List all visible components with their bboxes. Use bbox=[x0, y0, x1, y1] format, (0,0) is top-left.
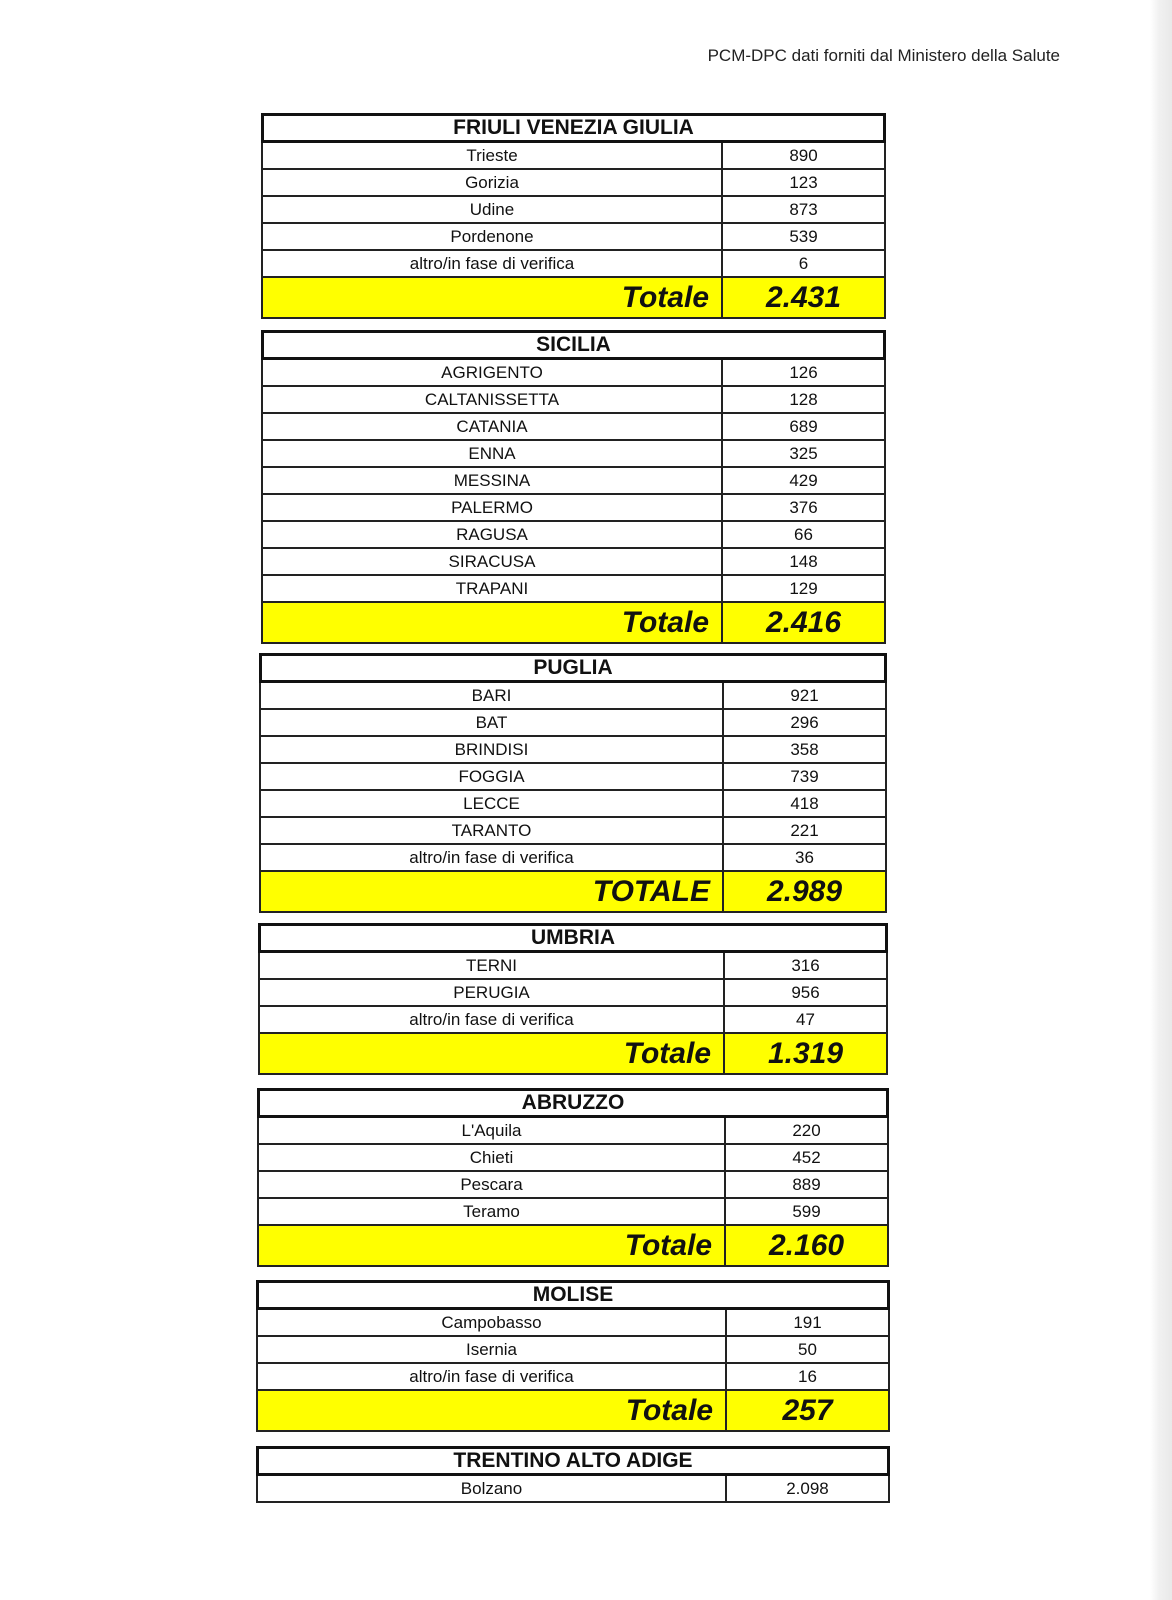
table-row bbox=[257, 1118, 889, 1145]
table-row bbox=[256, 1364, 890, 1391]
case-count: 66 bbox=[794, 524, 813, 544]
total-label: Totale bbox=[263, 278, 723, 317]
total-row bbox=[259, 872, 887, 913]
case-count: 739 bbox=[790, 766, 819, 786]
province-name: CALTANISSETTA bbox=[263, 387, 723, 412]
province-name: Gorizia bbox=[263, 170, 723, 195]
case-count: 50 bbox=[798, 1339, 817, 1359]
total-row bbox=[261, 603, 886, 644]
table-row bbox=[256, 1337, 890, 1364]
province-name: TERNI bbox=[260, 953, 725, 978]
table-row bbox=[259, 764, 887, 791]
case-count: 36 bbox=[795, 847, 814, 867]
case-count: 129 bbox=[789, 578, 818, 598]
province-name: Pordenone bbox=[263, 224, 723, 249]
table-row bbox=[259, 710, 887, 737]
region-table-friuli-venezia-giulia bbox=[261, 113, 886, 319]
total-value: 2.431 bbox=[765, 280, 842, 314]
table-row bbox=[261, 360, 886, 387]
province-name: PALERMO bbox=[263, 495, 723, 520]
province-name: RAGUSA bbox=[263, 522, 723, 547]
case-count: 376 bbox=[789, 497, 818, 517]
total-value: 257 bbox=[782, 1393, 833, 1427]
table-row bbox=[258, 1007, 888, 1034]
table-row bbox=[257, 1199, 889, 1226]
case-count: 429 bbox=[789, 470, 818, 490]
total-value: 2.989 bbox=[766, 874, 843, 908]
province-name: CATANIA bbox=[263, 414, 723, 439]
region-table-puglia bbox=[259, 653, 887, 913]
page-edge-shadow bbox=[1150, 0, 1172, 1600]
case-count: 689 bbox=[789, 416, 818, 436]
table-row bbox=[257, 1145, 889, 1172]
region-table-trentino-alto-adige bbox=[256, 1446, 890, 1503]
total-value: 1.319 bbox=[767, 1036, 844, 1070]
province-name: AGRIGENTO bbox=[263, 360, 723, 385]
total-value: 2.160 bbox=[768, 1228, 845, 1262]
region-table-molise bbox=[256, 1280, 890, 1432]
province-name: ENNA bbox=[263, 441, 723, 466]
region-title: TRENTINO ALTO ADIGE bbox=[256, 1446, 890, 1476]
province-name: altro/in fase di verifica bbox=[258, 1364, 727, 1389]
region-title: UMBRIA bbox=[258, 923, 888, 953]
table-row bbox=[261, 251, 886, 278]
table-row bbox=[261, 170, 886, 197]
province-name: BARI bbox=[261, 683, 724, 708]
table-row bbox=[258, 980, 888, 1007]
case-count: 452 bbox=[792, 1147, 821, 1167]
case-count: 126 bbox=[789, 362, 818, 382]
region-title: FRIULI VENEZIA GIULIA bbox=[261, 113, 886, 143]
table-row bbox=[261, 468, 886, 495]
case-count: 539 bbox=[789, 226, 818, 246]
total-label: Totale bbox=[258, 1391, 727, 1430]
total-label: Totale bbox=[263, 603, 723, 642]
case-count: 418 bbox=[790, 793, 819, 813]
table-row bbox=[259, 845, 887, 872]
region-title: ABRUZZO bbox=[257, 1088, 889, 1118]
total-value: 2.416 bbox=[765, 605, 842, 639]
table-row bbox=[257, 1172, 889, 1199]
table-row bbox=[261, 224, 886, 251]
province-name: TARANTO bbox=[261, 818, 724, 843]
table-row bbox=[259, 737, 887, 764]
total-row bbox=[258, 1034, 888, 1075]
table-row bbox=[261, 414, 886, 441]
source-note: PCM-DPC dati forniti dal Ministero della Salute bbox=[707, 46, 1060, 65]
province-name: Bolzano bbox=[258, 1476, 727, 1501]
province-name: L'Aquila bbox=[259, 1118, 726, 1143]
table-row bbox=[261, 522, 886, 549]
province-name: SIRACUSA bbox=[263, 549, 723, 574]
province-name: MESSINA bbox=[263, 468, 723, 493]
case-count: 221 bbox=[790, 820, 819, 840]
region-title: PUGLIA bbox=[259, 653, 887, 683]
region-table-umbria bbox=[258, 923, 888, 1075]
total-row bbox=[261, 278, 886, 319]
table-row bbox=[259, 683, 887, 710]
table-row bbox=[261, 387, 886, 414]
case-count: 325 bbox=[789, 443, 818, 463]
case-count: 2.098 bbox=[786, 1478, 829, 1498]
province-name: altro/in fase di verifica bbox=[261, 845, 724, 870]
total-label: TOTALE bbox=[261, 872, 724, 911]
case-count: 889 bbox=[792, 1174, 821, 1194]
case-count: 220 bbox=[792, 1120, 821, 1140]
case-count: 890 bbox=[789, 145, 818, 165]
case-count: 16 bbox=[798, 1366, 817, 1386]
case-count: 921 bbox=[790, 685, 819, 705]
province-name: Chieti bbox=[259, 1145, 726, 1170]
total-label: Totale bbox=[260, 1034, 725, 1073]
case-count: 6 bbox=[798, 253, 809, 273]
region-table-abruzzo bbox=[257, 1088, 889, 1267]
total-row bbox=[257, 1226, 889, 1267]
province-name: Pescara bbox=[259, 1172, 726, 1197]
case-count: 148 bbox=[789, 551, 818, 571]
table-row bbox=[256, 1476, 890, 1503]
case-count: 128 bbox=[789, 389, 818, 409]
region-title: MOLISE bbox=[256, 1280, 890, 1310]
total-label: Totale bbox=[259, 1226, 726, 1265]
province-name: Udine bbox=[263, 197, 723, 222]
region-title: SICILIA bbox=[261, 330, 886, 360]
province-name: PERUGIA bbox=[260, 980, 725, 1005]
case-count: 316 bbox=[791, 955, 820, 975]
case-count: 956 bbox=[791, 982, 820, 1002]
province-name: altro/in fase di verifica bbox=[260, 1007, 725, 1032]
province-name: Campobasso bbox=[258, 1310, 727, 1335]
province-name: BAT bbox=[261, 710, 724, 735]
table-row bbox=[261, 576, 886, 603]
province-name: altro/in fase di verifica bbox=[263, 251, 723, 276]
table-row bbox=[258, 953, 888, 980]
table-row bbox=[259, 791, 887, 818]
province-name: LECCE bbox=[261, 791, 724, 816]
case-count: 358 bbox=[790, 739, 819, 759]
table-row bbox=[261, 143, 886, 170]
table-row bbox=[261, 549, 886, 576]
table-row bbox=[256, 1310, 890, 1337]
region-table-sicilia bbox=[261, 330, 886, 644]
case-count: 47 bbox=[796, 1009, 815, 1029]
province-name: BRINDISI bbox=[261, 737, 724, 762]
province-name: FOGGIA bbox=[261, 764, 724, 789]
province-name: TRAPANI bbox=[263, 576, 723, 601]
table-row bbox=[261, 495, 886, 522]
case-count: 123 bbox=[789, 172, 818, 192]
table-row bbox=[259, 818, 887, 845]
province-name: Trieste bbox=[263, 143, 723, 168]
province-name: Isernia bbox=[258, 1337, 727, 1362]
case-count: 873 bbox=[789, 199, 818, 219]
case-count: 296 bbox=[790, 712, 819, 732]
province-name: Teramo bbox=[259, 1199, 726, 1224]
total-row bbox=[256, 1391, 890, 1432]
table-row bbox=[261, 441, 886, 468]
case-count: 191 bbox=[793, 1312, 822, 1332]
table-row bbox=[261, 197, 886, 224]
case-count: 599 bbox=[792, 1201, 821, 1221]
